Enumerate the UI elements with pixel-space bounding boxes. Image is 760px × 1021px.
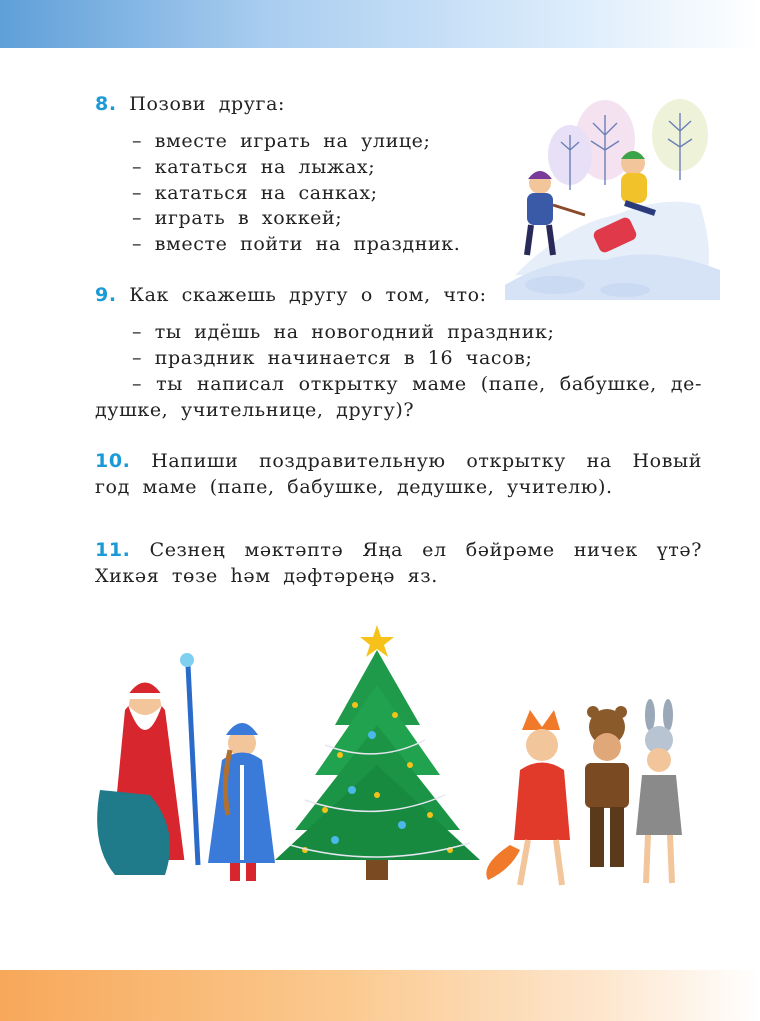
task-9-prompt: Как скажешь другу о том, что: [129,284,487,306]
task-9-item: душке, учительнице, другу)? [95,399,415,421]
fox-mask-child [486,710,570,885]
task-11-line2: Хикәя төзе һәм дәфтәреңә яз. [95,565,438,587]
task-8-item: – вместе пойти на праздник. [132,233,461,255]
task-8-item: – играть в хоккей; [132,207,343,229]
snegurochka-figure [208,723,275,881]
task-9-number: 9. [95,284,117,306]
new-year-party-illustration [90,615,710,900]
task-8-heading [95,92,285,116]
winter-sledding-illustration [505,95,720,300]
task-8-prompt: Позови друга: [129,93,286,115]
task-10-line1 [95,449,702,473]
task-10-text: Напиши поздравительную открытку на Новый [151,450,703,472]
ded-moroz-figure [97,653,198,875]
task-9-heading [95,283,487,307]
task-11-number: 11. [95,539,131,561]
top-decor-band [0,0,760,48]
task-10-line2: год маме (папе, бабушке, дедушке, учителю). [95,476,613,498]
task-8-number: 8. [95,93,117,115]
bear-mask-child [585,706,629,867]
task-8-item: – кататься на лыжах; [132,156,376,178]
task-9-item: – ты идёшь на новогодний праздник; [132,321,555,343]
task-10-number: 10. [95,450,131,472]
task-9-item: – праздник начинается в 16 часов; [132,347,533,369]
christmas-tree [275,625,480,880]
task-8-item: – вместе играть на улице; [132,130,431,152]
task-8-item: – кататься на санках; [132,182,378,204]
bottom-decor-band [0,970,760,1021]
task-11-text: Сезнең мәктәптә Яңа ел бәйрәме ничек үтә? [149,539,702,561]
task-9-item: – ты написал открытку маме (папе, бабушке, де- [132,373,702,395]
task-11-line1 [95,538,702,562]
rabbit-mask-child [636,699,682,883]
